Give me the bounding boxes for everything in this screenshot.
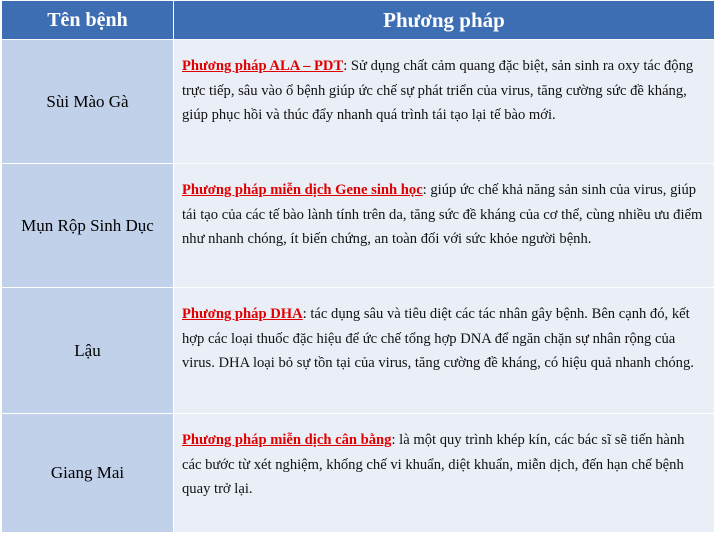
method-description: : tác dụng sâu và tiêu diệt các tác nhân gây bệnh. Bên cạnh đó, kết hợp các loại thuốc đặc hiệu để ức chế tổng hợp DNA để ngăn chặn sự nhân rộng của virus. DHA loại bỏ sự tồn tại của virus, tăng cường đề kháng, có hiệu quả nhanh chóng. xyxy=(182,306,694,371)
method-name: Phương pháp miễn dịch cân bằng xyxy=(182,432,392,448)
table-header xyxy=(2,1,715,40)
disease-name: Lậu xyxy=(2,288,174,414)
table-row xyxy=(2,164,715,288)
table-row xyxy=(2,40,715,164)
method-description-cell xyxy=(174,40,715,164)
method-name: Phương pháp DHA xyxy=(182,306,303,322)
disease-name: Sùi Mào Gà xyxy=(2,40,174,164)
method-description-cell xyxy=(174,288,715,414)
method-description-cell xyxy=(174,414,715,533)
method-column-header: Phương pháp xyxy=(174,1,715,40)
method-description-cell xyxy=(174,164,715,288)
treatment-table xyxy=(1,0,715,533)
method-description: : là một quy trình khép kín, các bác sĩ sẽ tiến hành các bước từ xét nghiệm, khống chế vi khuẩn, diệt khuẩn, miễn dịch, đến hạn chế bệnh quay trở lại. xyxy=(182,432,685,497)
table-row xyxy=(2,288,715,414)
table-row xyxy=(2,414,715,533)
header-row xyxy=(2,1,715,40)
method-description: : giúp ức chế khả năng sản sinh của virus, giúp tái tạo của các tế bào lành tính trên da, tăng sức đề kháng của cơ thể, cùng nhiều ưu điểm như nhanh chóng, ít biến chứng, an toàn đối với sức khỏe người bệnh. xyxy=(182,182,703,247)
method-name: Phương pháp miễn dịch Gene sinh học xyxy=(182,182,423,198)
disease-column-header: Tên bệnh xyxy=(2,1,174,40)
disease-name: Mụn Rộp Sinh Dục xyxy=(2,164,174,288)
table-body xyxy=(2,40,715,533)
method-name: Phương pháp ALA – PDT xyxy=(182,58,344,74)
disease-name: Giang Mai xyxy=(2,414,174,533)
method-description: : Sử dụng chất cảm quang đặc biệt, sản sinh ra oxy tác động trực tiếp, sâu vào ổ bệnh giúp ức chế sự phát triển của virus, tăng cường sức đề kháng, giúp phục hồi và thúc đẩy nhanh quá trình tái tạo lại tế bào mới. xyxy=(182,58,694,123)
